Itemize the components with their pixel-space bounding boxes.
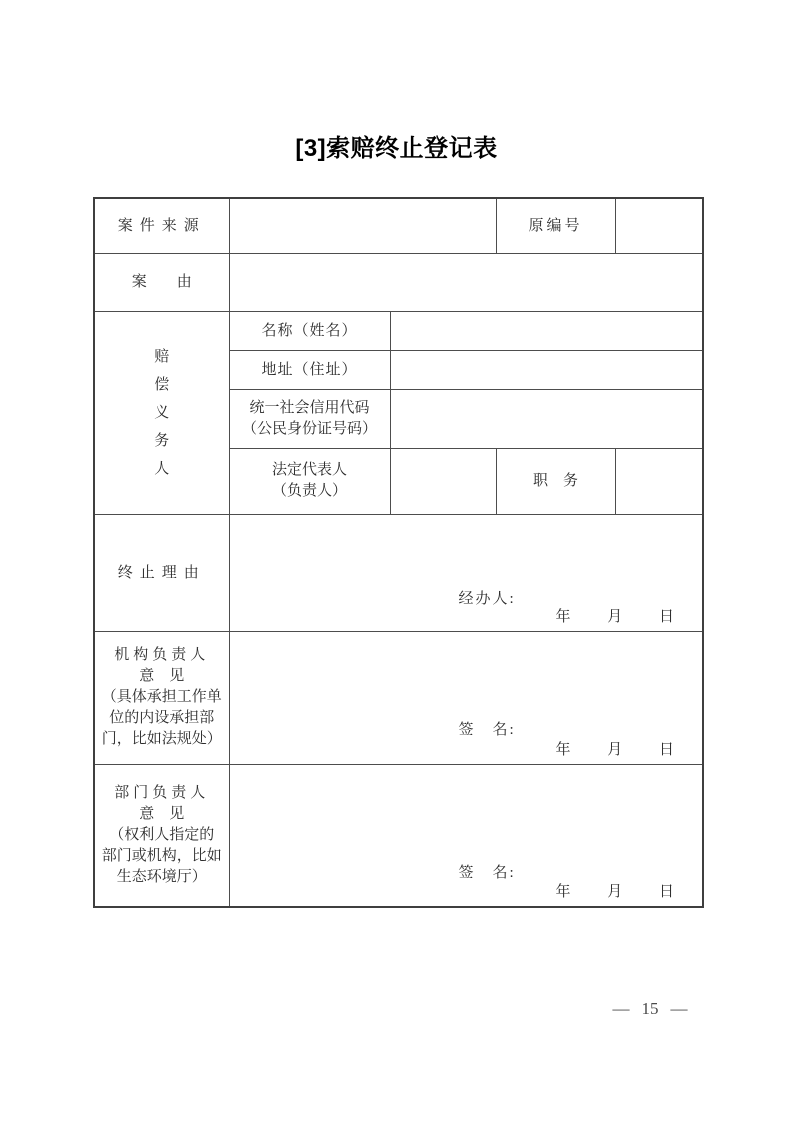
dept-head-opinion-label-cell — [94, 764, 229, 907]
obligor-vertical-label — [95, 343, 229, 483]
org-head-date-line — [555, 738, 674, 759]
termination-reason-content-cell — [229, 514, 703, 631]
termination-reason-label: 终止理由 — [94, 514, 229, 631]
row-obligor-name — [94, 311, 703, 350]
obligor-char-1: 赔 — [154, 348, 170, 365]
credit-code-value-cell — [390, 389, 703, 448]
day-label: 日 — [658, 884, 674, 900]
case-cause-value-cell — [229, 253, 703, 311]
legal-rep-label-line1: 法定代表人 — [271, 462, 347, 478]
address-value-cell — [390, 350, 703, 389]
original-number-label: 原编号 — [496, 198, 615, 253]
position-label: 职 务 — [496, 448, 615, 514]
org-head-opinion-content-cell — [229, 631, 703, 764]
credit-code-label-line1: 统一社会信用代码 — [249, 399, 370, 416]
obligor-label-cell — [94, 311, 229, 514]
dept-head-label-line3: （权利人指定的 — [109, 826, 215, 843]
page-number-left-dash: — — [612, 999, 630, 1018]
day-label: 日 — [658, 741, 674, 758]
termination-date-line — [555, 605, 674, 626]
legal-rep-label-line2: （负责人） — [271, 483, 347, 499]
org-head-opinion-label-cell — [94, 631, 229, 764]
original-number-value-cell — [615, 198, 703, 253]
case-source-label: 案件来源 — [94, 198, 229, 253]
dept-head-label-line4: 部门或机构，比如 — [101, 847, 222, 864]
row-dept-head-opinion — [94, 764, 703, 907]
dept-head-opinion-content-cell — [229, 764, 703, 907]
org-head-label-line2: 意 见 — [139, 668, 185, 684]
dept-head-label-line5: 生态环境厅） — [116, 868, 207, 885]
year-label: 年 — [555, 741, 571, 758]
month-label: 月 — [607, 741, 623, 758]
row-case-cause — [94, 253, 703, 311]
dept-head-label-line2: 意 见 — [139, 805, 185, 822]
address-label: 地址（住址） — [229, 350, 390, 389]
org-head-label-line1: 机构负责人 — [114, 647, 210, 663]
page-number-right-dash: — — [670, 999, 688, 1018]
org-head-label-line3: （具体承担工作单 — [101, 689, 222, 705]
legal-rep-value-cell — [390, 448, 496, 514]
month-label: 月 — [607, 608, 623, 625]
credit-code-label-cell — [229, 389, 390, 448]
handler-label: 经办人: — [458, 590, 516, 607]
legal-rep-label-cell — [229, 448, 390, 514]
org-head-label-line4: 位的内设承担部 — [109, 710, 215, 726]
obligor-char-4: 务 — [154, 432, 170, 449]
case-source-value-cell — [229, 198, 496, 253]
org-head-label-line5: 门，比如法规处） — [101, 731, 222, 747]
claim-termination-registration-table — [93, 197, 704, 908]
day-label: 日 — [658, 608, 674, 625]
obligor-char-2: 偿 — [154, 376, 170, 393]
row-org-head-opinion — [94, 631, 703, 764]
row-termination-reason — [94, 514, 703, 631]
credit-code-label-line2: （公民身份证号码） — [241, 420, 377, 437]
dept-head-date-line — [555, 880, 674, 901]
year-label: 年 — [555, 884, 571, 900]
month-label: 月 — [607, 884, 623, 900]
page-number: 15 — [641, 999, 659, 1018]
name-value-cell — [390, 311, 703, 350]
case-cause-label: 案 由 — [94, 253, 229, 311]
dept-head-sign-label: 签 名: — [458, 864, 516, 881]
obligor-char-3: 义 — [154, 404, 170, 421]
page-title: [3]索赔终止登记表 — [295, 135, 498, 162]
org-head-sign-label: 签 名: — [458, 721, 516, 738]
dept-head-label-line1: 部门负责人 — [114, 784, 210, 801]
position-value-cell — [615, 448, 703, 514]
obligor-char-5: 人 — [154, 460, 170, 477]
name-label: 名称（姓名） — [229, 311, 390, 350]
row-case-source — [94, 198, 703, 253]
page-number-footer — [600, 999, 700, 1019]
year-label: 年 — [555, 608, 571, 625]
